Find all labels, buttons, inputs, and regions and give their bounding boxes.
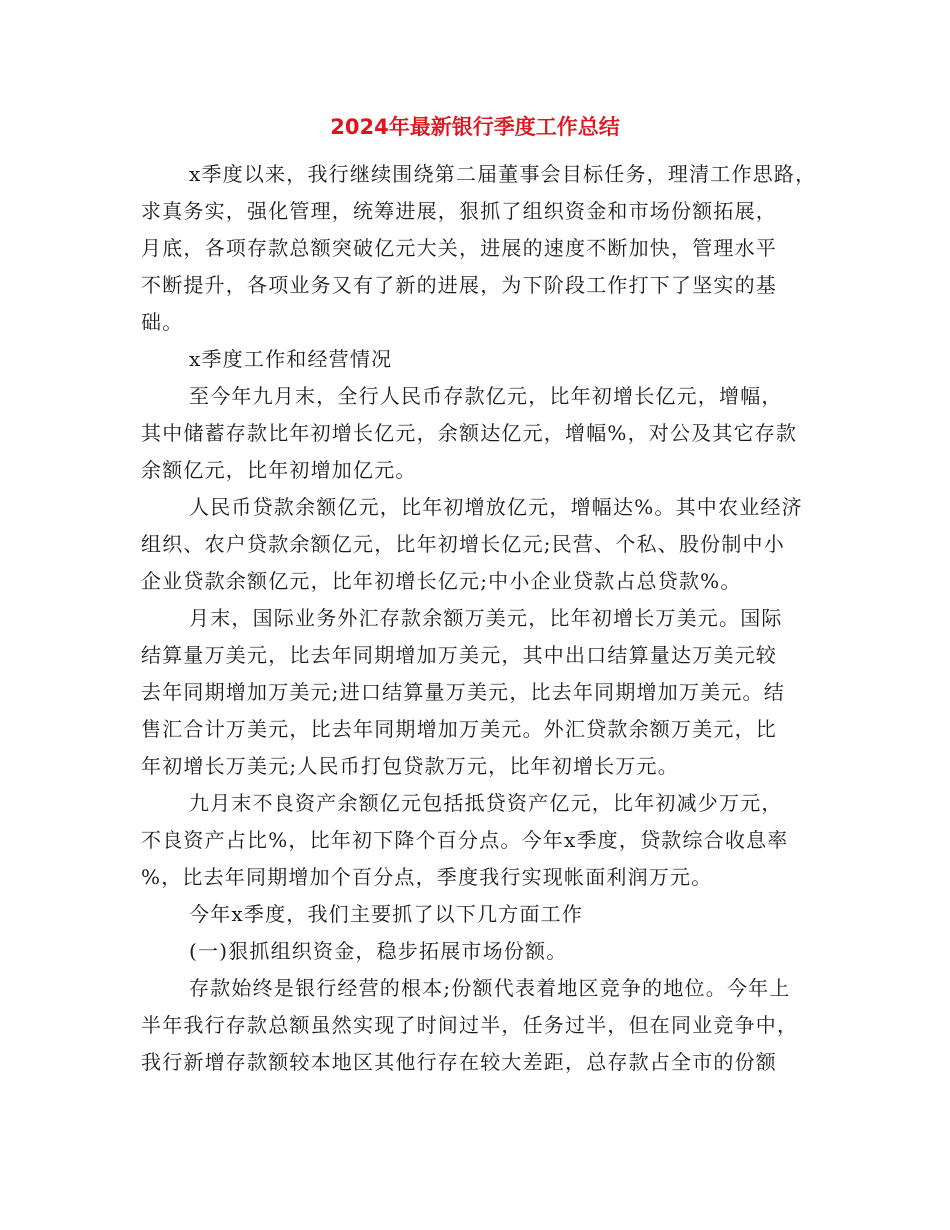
paragraph-line: 月末，国际业务外汇存款余额万美元，比年初增长万美元。国际 bbox=[189, 606, 783, 630]
paragraph-line: (一)狠抓组织资金，稳步拓展市场份额。 bbox=[189, 939, 568, 963]
paragraph-line: 至今年九月末，全行人民币存款亿元，比年初增长亿元，增幅， bbox=[189, 384, 783, 408]
paragraph-line: 不良资产占比%，比年初下降个百分点。今年x季度，贷款综合收息率 bbox=[141, 828, 789, 852]
paragraph-line: 求真务实，强化管理，统筹进展，狠抓了组织资金和市场份额拓展， bbox=[141, 199, 777, 223]
paragraph-line: 础。 bbox=[141, 310, 184, 334]
paragraph-line: x季度工作和经营情况 bbox=[189, 347, 393, 371]
paragraph-line: 余额亿元，比年初增加亿元。 bbox=[141, 458, 417, 482]
paragraph-line: 企业贷款余额亿元，比年初增长亿元;中小企业贷款占总贷款%。 bbox=[141, 569, 742, 593]
paragraph-line: 其中储蓄存款比年初增长亿元，余额达亿元，增幅%，对公及其它存款 bbox=[141, 421, 798, 445]
paragraph-line: 结算量万美元，比去年同期增加万美元，其中出口结算量达万美元较 bbox=[141, 643, 777, 667]
paragraph-line: 年初增长万美元;人民币打包贷款万元，比年初增长万元。 bbox=[141, 754, 679, 778]
paragraph-line: 今年x季度，我们主要抓了以下几方面工作 bbox=[189, 902, 584, 926]
document-title: 2024年最新银行季度工作总结 bbox=[330, 115, 620, 139]
paragraph-line: 不断提升，各项业务又有了新的进展，为下阶段工作打下了坚实的基 bbox=[141, 273, 777, 297]
paragraph-line: 我行新增存款额较本地区其他行存在较大差距，总存款占全市的份额 bbox=[141, 1050, 777, 1074]
paragraph-line: %，比去年同期增加个百分点，季度我行实现帐面利润万元。 bbox=[141, 865, 713, 889]
paragraph-line: x季度以来，我行继续围绕第二届董事会目标任务，理清工作思路， bbox=[189, 162, 817, 186]
paragraph-line: 半年我行存款总额虽然实现了时间过半，任务过半，但在同业竞争中， bbox=[141, 1013, 799, 1037]
paragraph-line: 存款始终是银行经营的根本;份额代表着地区竞争的地位。今年上 bbox=[189, 976, 791, 1000]
paragraph-line: 去年同期增加万美元;进口结算量万美元，比去年同期增加万美元。结 bbox=[141, 680, 785, 704]
paragraph-line: 九月末不良资产余额亿元包括抵贷资产亿元，比年初减少万元， bbox=[189, 791, 783, 815]
paragraph-line: 售汇合计万美元，比去年同期增加万美元。外汇贷款余额万美元，比 bbox=[141, 717, 777, 741]
paragraph-line: 月底，各项存款总额突破亿元大关，进展的速度不断加快，管理水平 bbox=[141, 236, 777, 260]
paragraph-line: 人民币贷款余额亿元，比年初增放亿元，增幅达%。其中农业经济 bbox=[189, 495, 803, 519]
paragraph-line: 组织、农户贷款余额亿元，比年初增长亿元;民营、个私、股份制中小 bbox=[141, 532, 785, 556]
